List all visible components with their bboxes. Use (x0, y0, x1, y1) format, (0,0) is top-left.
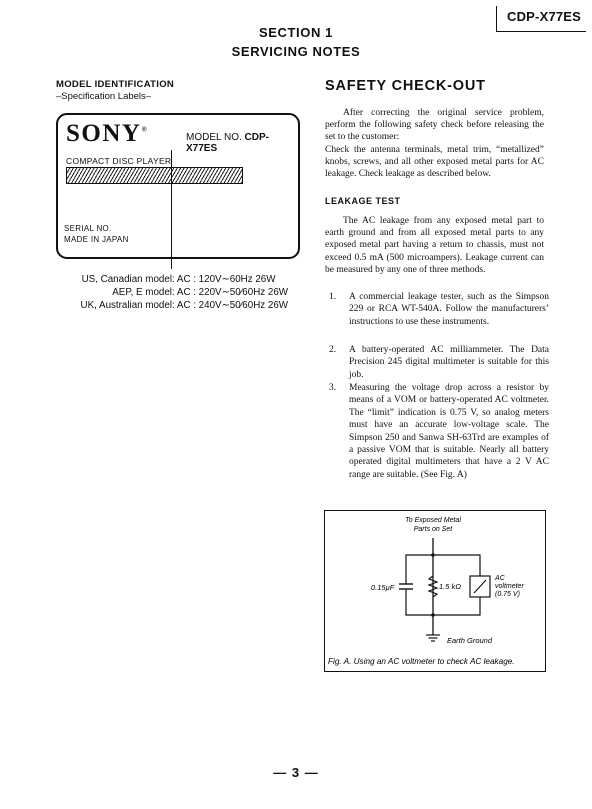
fig-meter-label-2: voltmeter (495, 583, 524, 590)
safety-intro (325, 107, 544, 180)
fig-meter-label-3: (0.75 V) (495, 591, 520, 598)
fig-resistor-label: 1.5 kΩ (439, 582, 461, 591)
safety-intro-1: After correcting the original service problem, perform the following safety check before releasing the set to the customer: (325, 108, 544, 143)
sony-logo: SONY® (66, 120, 149, 147)
section-title: SERVICING NOTES (231, 44, 361, 59)
label-leader-line (171, 150, 172, 269)
fig-cap-wire-top (406, 555, 433, 584)
fig-top-label-1: To Exposed Metal (405, 517, 461, 524)
fig-meter-wire-bottom (433, 597, 480, 615)
spec-label (56, 113, 300, 259)
leakage-circuit-diagram (325, 511, 545, 671)
page-number: — 3 — (273, 765, 319, 780)
fig-meter-label-1: AC (495, 575, 505, 582)
model-id-heading: MODEL IDENTIFICATION (56, 79, 175, 90)
fig-cap-wire-bottom (406, 589, 433, 615)
fig-capacitor-label: 0.15μF (371, 583, 395, 592)
fig-caption: Fig. A. Using an AC voltmeter to check AC leakage. (328, 657, 515, 666)
fig-ground-label: Earth Ground (447, 636, 493, 645)
model-tag-text: CDP-X77ES (507, 9, 582, 24)
power-rating-label-2: AEP, E model (112, 287, 172, 298)
label-product: COMPACT DISC PLAYER (66, 156, 172, 166)
figure-a (324, 510, 546, 672)
label-model-number: MODEL NO. CDP-X77ES (186, 132, 269, 154)
label-serial: SERIAL NO. (64, 224, 112, 233)
power-rating-value-2: : AC : 220V∼50∕60Hz 26W (172, 287, 289, 298)
leakage-text-block (325, 215, 544, 276)
power-rating-value-3: : AC : 240V∼50∕60Hz 26W (172, 300, 289, 311)
rating-hatch-area (66, 167, 243, 184)
fig-top-label-2: Parts on Set (413, 526, 453, 533)
fig-meter-wire-top (433, 555, 480, 576)
power-rating-value-1: : AC : 120V∼60Hz 26W (172, 274, 276, 285)
section-number: SECTION 1 (258, 25, 334, 40)
leakage-text: The AC leakage from any exposed metal part to earth ground and from all exposed metal parts to any exposed metal part having a return to chassis, must not exceed 0.5 mA (500 microampers). Leakage current can be measured by any one of three methods. (325, 216, 544, 275)
power-rating-label-3: UK, Australian model (80, 300, 172, 311)
safety-title: SAFETY CHECK-OUT (325, 78, 486, 94)
label-made-in: MADE IN JAPAN (64, 235, 129, 244)
leakage-heading: LEAKAGE TEST (325, 196, 401, 206)
power-rating-label-1: US, Canadian model (81, 274, 172, 285)
model-id-subheading: –Specification Labels– (56, 91, 152, 102)
label-serial-block (64, 223, 129, 245)
safety-intro-2: Check the antenna terminals, metal trim, “metallized” knobs, screws, and all other exposed metal parts for AC leakage. Check leakage as described below. (325, 144, 544, 180)
